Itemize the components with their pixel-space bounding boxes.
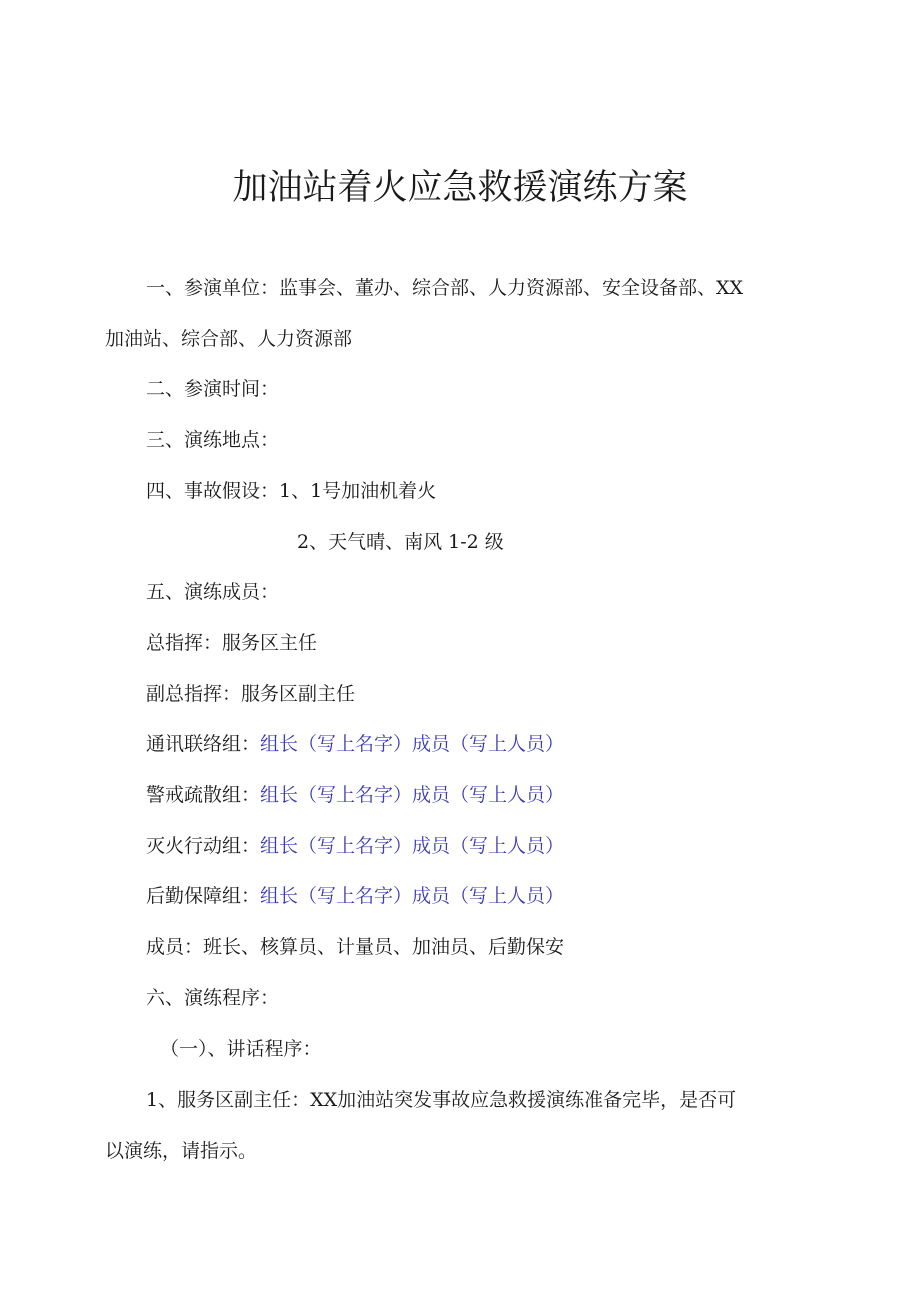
group-label: 警戒疏散组： [146, 784, 261, 806]
procedure-heading: 六、演练程序： [146, 987, 280, 1009]
group-logistics [146, 881, 564, 911]
document-title: 加油站着火应急救援演练方案 [232, 168, 688, 208]
members-list: 成员：班长、核算员、计量员、加油员、后勤保安 [146, 936, 565, 958]
group-label: 后勤保障组： [146, 885, 261, 907]
step-1-line-1: 1、服务区副主任：XX加油站突发事故应急救援演练准备完毕，是否可 [146, 1089, 737, 1111]
participants-line-1: 一、参演单位：监事会、董办、综合部、人力资源部、安全设备部、XX [146, 277, 744, 299]
group-detail: 组长（写上名字）成员（写上人员） [260, 885, 565, 907]
group-detail: 组长（写上名字）成员（写上人员） [260, 733, 565, 755]
group-detail: 组长（写上名字）成员（写上人员） [260, 835, 565, 857]
exercise-time: 二、参演时间： [146, 378, 280, 400]
group-label: 灭火行动组： [146, 835, 261, 857]
group-detail: 组长（写上名字）成员（写上人员） [260, 784, 565, 806]
scenario-line-1: 四、事故假设：1、1号加油机着火 [146, 480, 437, 502]
step-1-line-2: 以演练，请指示。 [105, 1140, 258, 1162]
speech-heading: （一）、讲话程序： [160, 1038, 322, 1060]
commander: 总指挥：服务区主任 [146, 632, 318, 654]
group-evacuation [146, 780, 564, 810]
exercise-location: 三、演练地点： [146, 429, 280, 451]
members-heading: 五、演练成员： [146, 581, 280, 603]
scenario-line-2: 2、天气晴、南风 1-2 级 [297, 531, 504, 553]
group-firefighting [146, 831, 564, 861]
deputy-commander: 副总指挥：服务区副主任 [146, 683, 356, 705]
group-label: 通讯联络组： [146, 733, 261, 755]
participants-line-2: 加油站、综合部、人力资源部 [105, 328, 353, 350]
group-communication [146, 729, 564, 759]
